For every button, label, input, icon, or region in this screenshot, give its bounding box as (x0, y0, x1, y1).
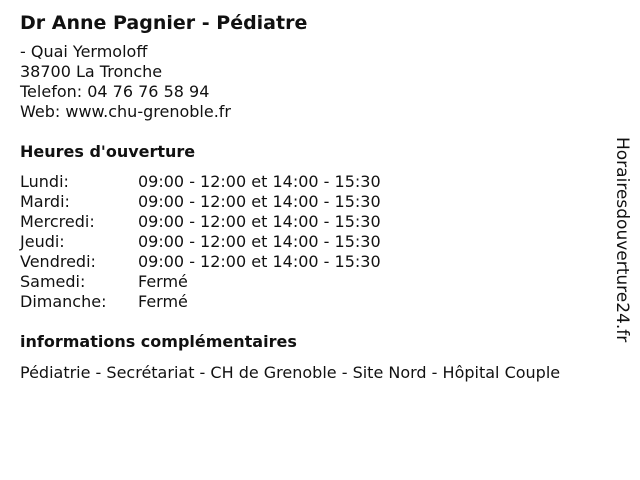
time-range: Fermé (138, 292, 188, 311)
day-label: Samedi: (20, 272, 86, 291)
hours-row-wednesday (20, 212, 620, 232)
day-label: Mardi: (20, 192, 70, 211)
time-range: 09:00 - 12:00 et 14:00 - 15:30 (138, 252, 381, 271)
time-range: 09:00 - 12:00 et 14:00 - 15:30 (138, 212, 381, 231)
hours-row-thursday (20, 232, 620, 252)
time-range: 09:00 - 12:00 et 14:00 - 15:30 (138, 192, 381, 211)
day-label: Jeudi: (20, 232, 65, 251)
day-label: Mercredi: (20, 212, 95, 231)
hours-row-monday (20, 172, 620, 192)
day-label: Lundi: (20, 172, 69, 191)
listing-card (20, 10, 620, 384)
hours-table (20, 172, 620, 312)
address-street: - Quai Yermoloff (20, 42, 148, 61)
hours-row-tuesday (20, 192, 620, 212)
extra-info-text: Pédiatrie - Secrétariat - CH de Grenoble - Site Nord - Hôpital Couple (20, 363, 561, 382)
contact-block (20, 42, 620, 122)
hours-heading: Heures d'ouverture (20, 142, 196, 161)
extra-info-heading: informations complémentaires (20, 332, 297, 351)
address-city: 38700 La Tronche (20, 62, 163, 81)
hours-row-saturday (20, 272, 620, 292)
time-range: Fermé (138, 272, 188, 291)
website: Web: www.chu-grenoble.fr (20, 102, 231, 121)
day-label: Dimanche: (20, 292, 107, 311)
time-range: 09:00 - 12:00 et 14:00 - 15:30 (138, 172, 381, 191)
site-watermark (610, 130, 634, 350)
hours-row-sunday (20, 292, 620, 312)
hours-row-friday (20, 252, 620, 272)
day-label: Vendredi: (20, 252, 96, 271)
page-title: Dr Anne Pagnier - Pédiatre (20, 12, 308, 34)
time-range: 09:00 - 12:00 et 14:00 - 15:30 (138, 232, 381, 251)
watermark-text: Horairesdouverture24.fr (612, 137, 632, 343)
phone-number: Telefon: 04 76 76 58 94 (20, 82, 210, 101)
